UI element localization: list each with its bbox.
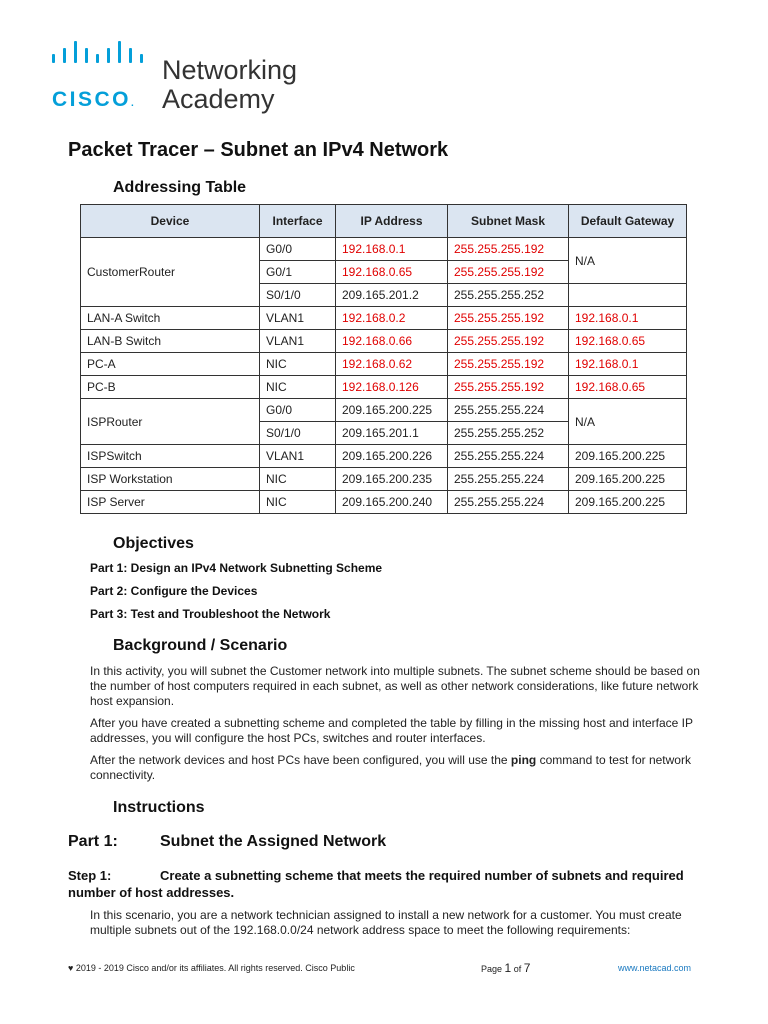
table-row xyxy=(81,445,687,468)
gateway-cell: N/A xyxy=(569,238,687,284)
brand-networking: Networking xyxy=(162,55,298,85)
footer-website-link[interactable]: www.netacad.com xyxy=(618,963,692,973)
gateway-cell: 209.165.200.225 xyxy=(569,491,687,514)
addressing-table xyxy=(80,204,687,514)
ip-cell: 192.168.0.62 xyxy=(336,353,448,376)
ip-cell: 209.165.200.226 xyxy=(336,445,448,468)
device-cell: ISP Server xyxy=(81,491,260,514)
mask-cell: 255.255.255.192 xyxy=(448,376,569,399)
table-row xyxy=(81,399,687,422)
device-cell: ISP Workstation xyxy=(81,468,260,491)
background-paragraph-3: After the network devices and host PCs have been configured, you will use the ping command to test for network connectivity. xyxy=(90,753,691,782)
interface-cell: S0/1/0 xyxy=(260,284,336,307)
ip-cell: 209.165.201.1 xyxy=(336,422,448,445)
addressing-table-heading: Addressing Table xyxy=(113,179,247,196)
device-cell: CustomerRouter xyxy=(81,238,260,307)
ip-cell: 192.168.0.66 xyxy=(336,330,448,353)
table-row xyxy=(81,376,687,399)
interface-cell: VLAN1 xyxy=(260,330,336,353)
ping-command: ping xyxy=(510,753,537,767)
header-subnet-mask: Subnet Mask xyxy=(448,205,569,238)
interface-cell: G0/0 xyxy=(260,238,336,261)
mask-cell: 255.255.255.252 xyxy=(448,284,569,307)
interface-cell: NIC xyxy=(260,353,336,376)
brand-academy: Academy xyxy=(162,84,275,114)
header-device: Device xyxy=(81,205,260,238)
mask-cell: 255.255.255.224 xyxy=(448,468,569,491)
step-1-paragraph: In this scenario, you are a network technician assigned to install a new network for a customer. You must create multiple subnets out of the 192.168.0.0/24 network address space to meet the following requirements: xyxy=(90,908,682,937)
objective-part-3: Part 3: Test and Troubleshoot the Network xyxy=(90,607,331,621)
mask-cell: 255.255.255.224 xyxy=(448,445,569,468)
device-cell: LAN-A Switch xyxy=(81,307,260,330)
cisco-wordmark: CISCO. xyxy=(52,88,137,111)
mask-cell: 255.255.255.224 xyxy=(448,399,569,422)
table-row xyxy=(81,330,687,353)
gateway-cell: 209.165.200.225 xyxy=(569,468,687,491)
interface-cell: G0/0 xyxy=(260,399,336,422)
step-1-heading xyxy=(68,867,718,901)
interface-cell: S0/1/0 xyxy=(260,422,336,445)
device-cell: ISPSwitch xyxy=(81,445,260,468)
ip-cell: 192.168.0.2 xyxy=(336,307,448,330)
table-row xyxy=(81,307,687,330)
background-paragraph-1: In this activity, you will subnet the Customer network into multiple subnets. The subnet scheme should be based on the number of host computers required in each subnet, as well as other network considerations, like future network host expansion. xyxy=(90,664,700,708)
ip-cell: 209.165.200.225 xyxy=(336,399,448,422)
ip-cell: 192.168.0.1 xyxy=(336,238,448,261)
background-heading: Background / Scenario xyxy=(113,637,288,654)
device-cell: PC-A xyxy=(81,353,260,376)
mask-cell: 255.255.255.192 xyxy=(448,307,569,330)
interface-cell: NIC xyxy=(260,376,336,399)
gateway-cell: N/A xyxy=(569,399,687,445)
mask-cell: 255.255.255.192 xyxy=(448,330,569,353)
mask-cell: 255.255.255.192 xyxy=(448,238,569,261)
table-header-row xyxy=(81,205,687,238)
footer-copyright: ♥ 2019 - 2019 Cisco and/or its affiliates. All rights reserved. Cisco Public xyxy=(68,963,355,973)
gateway-cell: 192.168.0.1 xyxy=(569,307,687,330)
table-row xyxy=(81,468,687,491)
table-row xyxy=(81,238,687,261)
gateway-cell: 192.168.0.65 xyxy=(569,330,687,353)
interface-cell: NIC xyxy=(260,491,336,514)
device-cell: ISPRouter xyxy=(81,399,260,445)
step-label: Step 1: xyxy=(68,868,112,883)
mask-cell: 255.255.255.224 xyxy=(448,491,569,514)
ip-cell: 192.168.0.126 xyxy=(336,376,448,399)
objective-part-2: Part 2: Configure the Devices xyxy=(90,584,258,598)
device-cell: PC-B xyxy=(81,376,260,399)
interface-cell: VLAN1 xyxy=(260,307,336,330)
ip-cell: 209.165.201.2 xyxy=(336,284,448,307)
footer-page-number: Page 1 of 7 xyxy=(481,961,531,975)
gateway-cell: 192.168.0.65 xyxy=(569,376,687,399)
interface-cell: G0/1 xyxy=(260,261,336,284)
mask-cell: 255.255.255.252 xyxy=(448,422,569,445)
table-row xyxy=(81,491,687,514)
table-row xyxy=(81,353,687,376)
background-paragraph-2: After you have created a subnetting scheme and completed the table by filling in the missing host and interface IP addresses, you will configure the host PCs, switches and router interfaces. xyxy=(90,716,693,745)
part-title: Subnet the Assigned Network xyxy=(160,833,387,850)
instructions-heading: Instructions xyxy=(113,799,205,816)
mask-cell: 255.255.255.192 xyxy=(448,261,569,284)
gateway-cell xyxy=(569,284,687,307)
step-title: Create a subnetting scheme that meets the required number of subnets and required number of host addresses. xyxy=(68,868,684,900)
gateway-cell: 209.165.200.225 xyxy=(569,445,687,468)
objectives-heading: Objectives xyxy=(113,535,194,552)
header-ip-address: IP Address xyxy=(336,205,448,238)
part-label: Part 1: xyxy=(68,833,118,850)
interface-cell: NIC xyxy=(260,468,336,491)
header-default-gateway: Default Gateway xyxy=(569,205,687,238)
ip-cell: 209.165.200.235 xyxy=(336,468,448,491)
header-interface: Interface xyxy=(260,205,336,238)
gateway-cell: 192.168.0.1 xyxy=(569,353,687,376)
device-cell: LAN-B Switch xyxy=(81,330,260,353)
page-title: Packet Tracer – Subnet an IPv4 Network xyxy=(68,139,449,161)
mask-cell: 255.255.255.192 xyxy=(448,353,569,376)
objective-part-1: Part 1: Design an IPv4 Network Subnetting Scheme xyxy=(90,561,383,575)
ip-cell: 209.165.200.240 xyxy=(336,491,448,514)
part-1-heading xyxy=(68,833,387,851)
interface-cell: VLAN1 xyxy=(260,445,336,468)
ip-cell: 192.168.0.65 xyxy=(336,261,448,284)
